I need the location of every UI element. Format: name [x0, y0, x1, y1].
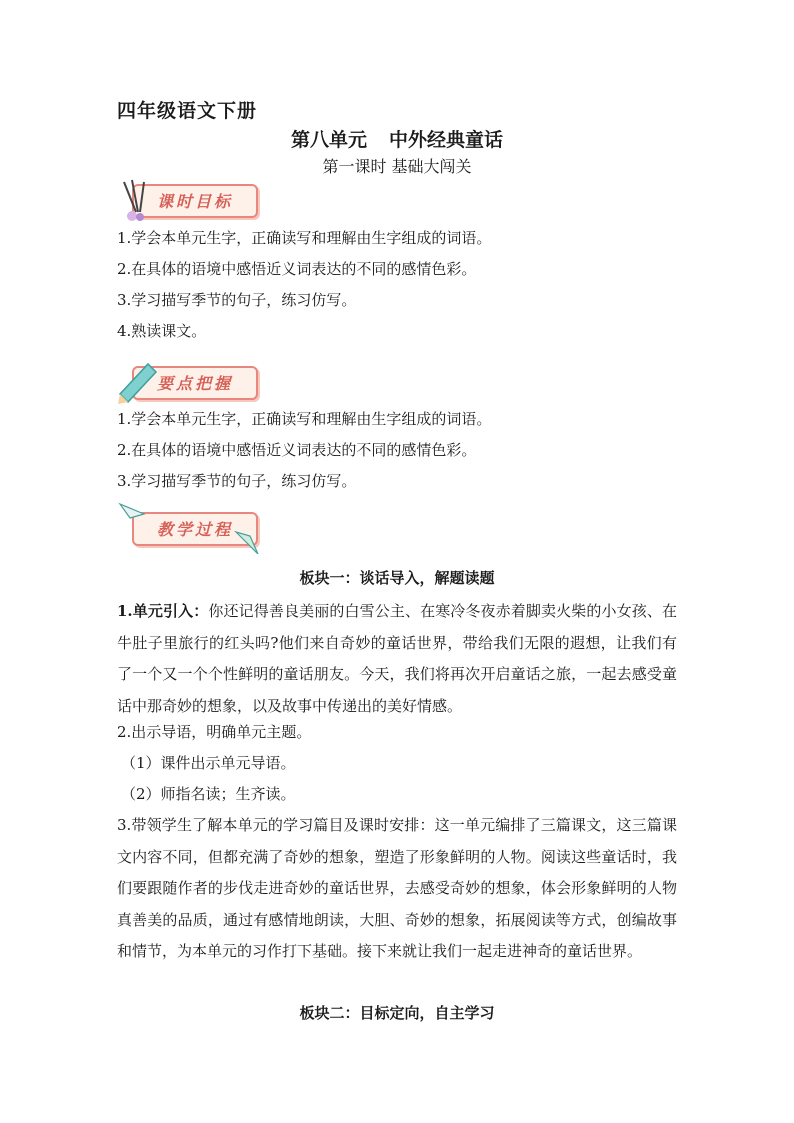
- pencil-icon: [118, 358, 158, 404]
- step-one-text: 你还记得善良美丽的白雪公主、在寒冷冬夜赤着脚卖火柴的小女孩、在牛肚子里旅行的红头吗?他们来自奇妙的童话世界，带给我们无限的遐想，让我们有了一个又一个个性鲜明的童话朋友。今天，我们将再次开启童话之旅，一起去感受童话中那奇妙的想象，以及故事中传递出的美好情感。: [117, 602, 677, 715]
- grade-title: 四年级语文下册: [117, 100, 258, 122]
- paper-plane-icon: [118, 502, 278, 554]
- process-banner: [118, 502, 278, 548]
- goals-banner: [118, 178, 268, 224]
- step-two-b: （2）师指名读；生齐读。: [121, 785, 296, 803]
- step-two-a: （1）课件出示单元导语。: [121, 754, 296, 772]
- goal-item: 2.在具体的语境中感悟近义词表达的不同的感情色彩。: [117, 260, 477, 278]
- goal-item: 4.熟读课文。: [117, 322, 207, 340]
- key-point-item: 1.学会本单元生字，正确读写和理解由生字组成的词语。: [117, 410, 492, 428]
- block-two-title: 板块二：目标定向，自主学习: [299, 1004, 495, 1022]
- process-banner-label: 教学过程: [156, 520, 233, 539]
- key-point-item: 3.学习描写季节的句子，练习仿写。: [117, 472, 357, 490]
- unit-title: [0, 125, 794, 152]
- step-two: 2.出示导语，明确单元主题。: [117, 723, 312, 741]
- goal-item: 3.学习描写季节的句子，练习仿写。: [117, 291, 357, 309]
- step-one-paragraph: [117, 596, 677, 722]
- unit-theme: 中外经典童话: [389, 129, 504, 151]
- unit-number: 第八单元: [290, 129, 367, 151]
- step-three-paragraph: 3.带领学生了解本单元的学习篇目及课时安排：这一单元编排了三篇课文，这三篇课文内容不同，但都充满了奇妙的想象，塑造了形象鲜明的人物。阅读这些童话时，我们要跟随作者的步伐走进奇妙的童话世界，去感受奇妙的想象，体会形象鲜明的人物真善美的品质，通过有感情地朗读，大胆、奇妙的想象，拓展阅读等方式，创编故事和情节，为本单元的习作打下基础。接下来就让我们一起走进神奇的童话世界。: [117, 816, 677, 961]
- block-one-title: 板块一：谈话导入，解题读题: [299, 569, 495, 587]
- goal-item: 1.学会本单元生字，正确读写和理解由生字组成的词语。: [117, 229, 492, 247]
- key-point-item: 2.在具体的语境中感悟近义词表达的不同的感情色彩。: [117, 441, 477, 459]
- brushes-icon: [118, 178, 158, 224]
- goals-banner-label: 课时目标: [156, 192, 233, 211]
- key-points-banner-label: 要点把握: [156, 374, 233, 393]
- key-points-banner: [118, 358, 268, 404]
- lesson-title: 第一课时 基础大闯关: [322, 157, 472, 176]
- step-one-label: 1.单元引入：: [117, 602, 209, 620]
